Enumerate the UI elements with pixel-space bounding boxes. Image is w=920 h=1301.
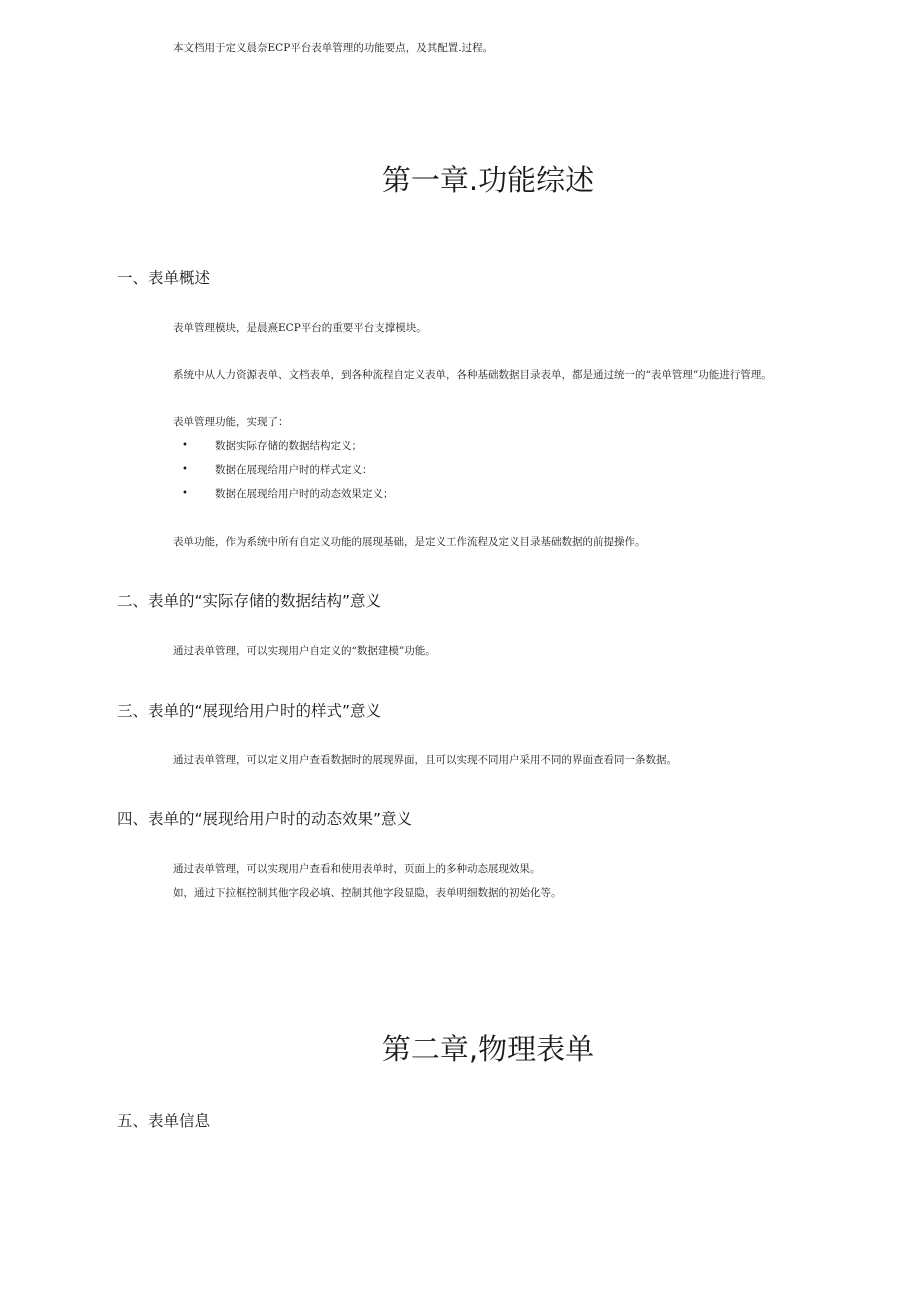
bullet-marker: • [182, 488, 188, 499]
section-3-paragraph-1: 通过表单管理，可以定义用户查看数据时的展现界面，且可以实现不同用户采用不同的界面查看同一条数据。 [173, 754, 677, 766]
section-2-heading: 二、表单的“实际存储的数据结构”意义 [117, 592, 382, 610]
section-2-paragraph-1: 通过表单管理，可以实现用户自定义的“数据建模”功能。 [173, 645, 436, 657]
bullet-item-3: 数据在展现给用户时的动态效果定义； [215, 488, 394, 500]
section-1-paragraph-2: 系统中从人力资源表单、文档表单，到各种流程自定义表单，各种基础数据目录表单，都是通过统一的“表单管理”功能进行管理。 [173, 369, 772, 381]
section-4-paragraph-1: 通过表单管理，可以实现用户查看和使用表单时，页面上的多种动态展现效果。 [173, 863, 541, 875]
chapter-2-title: 第二章,物理表单 [381, 1032, 595, 1066]
intro-paragraph: 本文档用于定义晨奈ECP平台表单管理的功能要点，及其配置.过程。 [173, 42, 494, 54]
section-4-heading: 四、表单的“展现给用户时的动态效果”意义 [117, 810, 413, 828]
section-1-paragraph-1: 表单管理模块，是晨熹ECP平台的重要平台支撑模块。 [173, 322, 427, 334]
chapter-1-title: 第一章.功能综述 [381, 163, 595, 197]
bullet-item-1: 数据实际存储的数据结构定义； [215, 440, 362, 452]
section-1-paragraph-4: 表单功能，作为系统中所有自定义功能的展现基础，是定义工作流程及定义目录基础数据的前提操作。 [173, 536, 646, 548]
section-1-heading: 一、表单概述 [117, 269, 211, 287]
section-5-heading: 五、表单信息 [117, 1112, 211, 1130]
bullet-marker: • [182, 440, 188, 451]
bullet-marker: • [182, 464, 188, 475]
section-1-paragraph-3: 表单管理功能，实现了： [173, 416, 289, 428]
section-4-paragraph-2: 如，通过下拉框控制其他字段必填、控制其他字段显隐，表单明细数据的初始化等。 [173, 887, 562, 899]
bullet-item-2: 数据在展现给用户时的样式定义： [215, 464, 373, 476]
section-3-heading: 三、表单的“展现给用户时的样式”意义 [117, 702, 382, 720]
